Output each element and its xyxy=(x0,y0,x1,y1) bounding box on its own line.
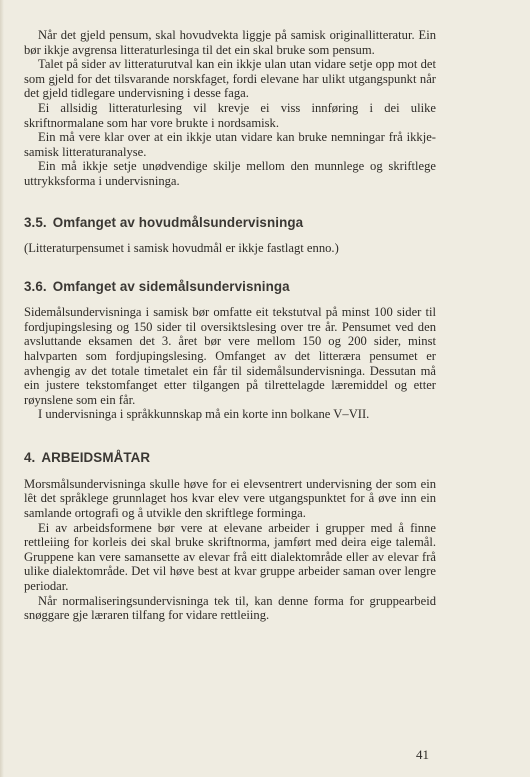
section-3-5-heading xyxy=(24,215,436,230)
page-body xyxy=(24,28,436,623)
page-number: 41 xyxy=(416,747,429,762)
intro-paragraph: Talet på sider av litteraturutval kan ein ikkje ulan utan vidare setje opp mot det som gjeld for det tilsvarande norskfaget, fordi elevane har ulikt utgangspunkt når det gjeld tidlegare undervisning i desse faga. xyxy=(24,57,436,101)
section-3-6-number: 3.6. xyxy=(24,279,47,295)
section-4-number: 4. xyxy=(24,449,36,465)
section-4-paragraph: Når normaliseringsundervisninga tek til, kan denne forma for gruppearbeid snøggare gje læraren tilfang for vidare rettleiing. xyxy=(24,593,436,623)
intro-paragraph: Ei allsidig litteraturlesing vil krevje ei viss innføring i dei ulike skriftnormalane som har vore brukte i nordsamisk. xyxy=(24,100,436,130)
intro-paragraph: Ein må vere klar over at ein ikkje utan vidare kan bruke nemningar frå ikkje-samisk litteraturanalyse. xyxy=(24,130,436,159)
section-3-5-number: 3.5. xyxy=(24,214,47,230)
page-binding-edge xyxy=(0,0,4,777)
intro-paragraph: Når det gjeld pensum, skal hovudvekta liggje på samisk originallitteratur. Ein bør ikkje avgrensa litteraturlesinga til det ein skal bruke som pensum. xyxy=(24,28,436,57)
intro-section xyxy=(24,28,436,189)
section-4-paragraph: Morsmålsundervisninga skulle høve for ei elevsentrert undervisning der som ein lêt det språklege grunnlaget hos kvar elev vere utgangspunktet for å øve inn ein samlande ortografi og å utvikle den skriftlege forminga. xyxy=(24,476,436,521)
section-4-paragraph: Ei av arbeidsformene bør vere at elevane arbeider i grupper med å finne rettleiing for korleis dei skal bruke skriftnorma, jamført med deira eige talemål. Gruppene kan vere samansette av elevar frå eitt dialektområde eller av elevar frå ulike dialektområde. Det vil høve best at kvar gruppe arbeider saman over lengre periodar. xyxy=(24,520,436,594)
section-3-6-heading xyxy=(24,279,436,294)
section-4-title: ARBEIDSMÅTAR xyxy=(41,449,151,465)
section-3-5-text: (Litteraturpensumet i samisk hovudmål er ikkje fastlagt enno.) xyxy=(24,240,339,255)
section-3-6-title: Omfanget av sidemålsundervisninga xyxy=(52,279,290,295)
intro-paragraph: Ein må ikkje setje unødvendige skilje mellom den munnlege og skriftlege uttrykksforma i undervisninga. xyxy=(24,159,436,188)
section-3-5-title: Omfanget av hovudmålsundervisninga xyxy=(52,214,304,230)
section-3-6-paragraph: I undervisninga i språkkunnskap må ein korte inn bolkane V–VII. xyxy=(38,407,370,422)
section-3-6-paragraph: Sidemålsundervisninga i samisk bør omfatte eit tekstutval på minst 100 sider til fordjupingslesing og 150 sider til oversiktslesing over tre år. Pensumet ved den avsluttande eksamen det 3. året bør vere mellom 150 og 200 sider, minst halvparten som fordjupingslesing. Omfanget av det litteræra pensumet er avhengig av det totale timetalet ein får til sidemålsundervisninga. Dessutan må ein justere tekstomfanget etter tilgangen på tilrettelagde læremiddel og etter røynslene som ein får. xyxy=(24,305,436,407)
section-4-heading xyxy=(24,450,436,465)
